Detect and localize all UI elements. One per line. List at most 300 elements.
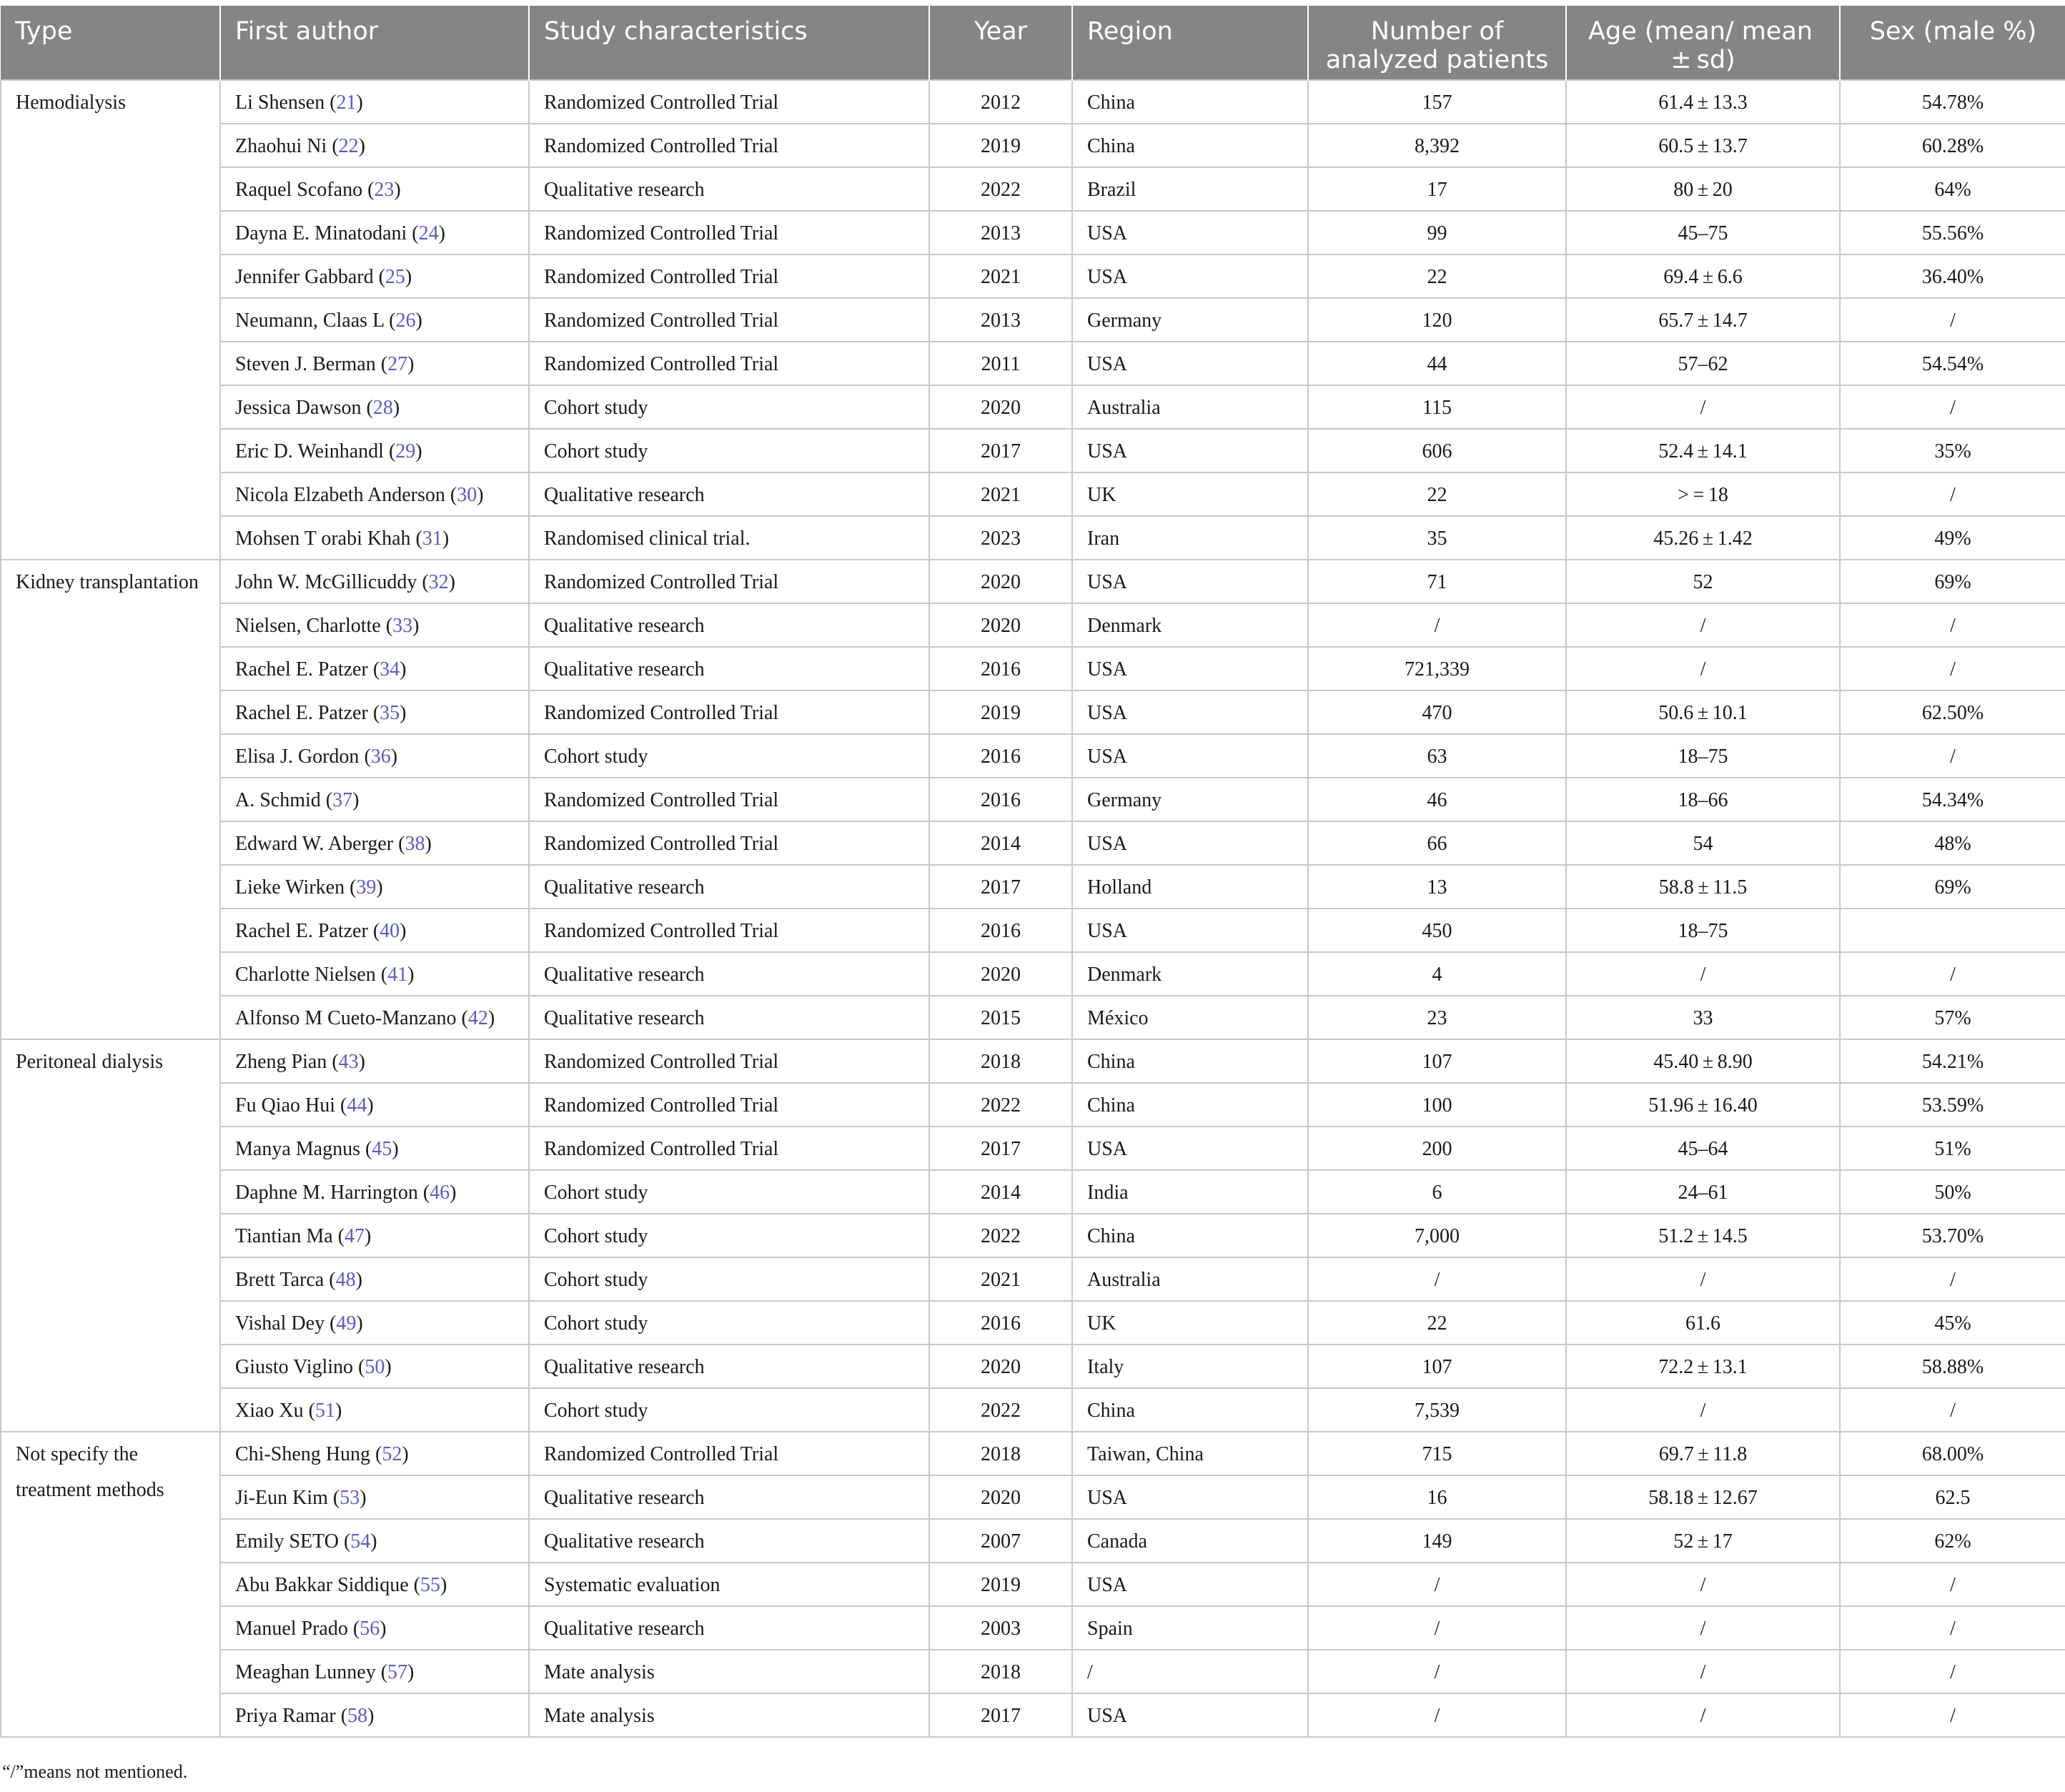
author-name: Jessica Dawson	[235, 397, 362, 419]
reference-link[interactable]: 30	[457, 484, 477, 506]
table-row	[1, 821, 2065, 865]
patients-cell: /	[1308, 1650, 1566, 1693]
author-name: Vishal Dey	[235, 1312, 325, 1335]
age-cell: 58.8 ± 11.5	[1566, 865, 1840, 909]
table-row	[1, 516, 2065, 560]
author-name: Li Shensen	[235, 91, 325, 114]
reference-link[interactable]: 21	[336, 91, 357, 114]
first-author-cell: Neumann, Claas L (26)	[220, 298, 529, 342]
age-cell: 60.5 ± 13.7	[1566, 124, 1840, 167]
sex-cell: /	[1840, 1693, 2065, 1737]
sex-cell: /	[1840, 1650, 2065, 1693]
author-name: Priya Ramar	[235, 1705, 336, 1727]
table-row	[1, 472, 2065, 516]
age-cell: /	[1566, 1650, 1840, 1693]
patients-cell: 470	[1308, 690, 1566, 734]
year-cell: 2020	[929, 603, 1072, 647]
region-cell: China	[1072, 1214, 1308, 1257]
reference-link[interactable]: 35	[380, 702, 400, 724]
patients-cell: 22	[1308, 254, 1566, 298]
first-author-cell: Lieke Wirken (39)	[220, 865, 529, 909]
author-name: Raquel Scofano	[235, 179, 363, 201]
reference-link[interactable]: 25	[385, 266, 405, 288]
reference-link[interactable]: 22	[338, 135, 359, 157]
first-author-cell: Raquel Scofano (23)	[220, 167, 529, 211]
region-cell: USA	[1072, 821, 1308, 865]
table-row	[1, 952, 2065, 996]
age-cell: 51.2 ± 14.5	[1566, 1214, 1840, 1257]
author-name: Zheng Pian	[235, 1051, 327, 1073]
first-author-cell: Priya Ramar (58)	[220, 1693, 529, 1737]
region-cell: China	[1072, 1083, 1308, 1127]
author-name: Manuel Prado	[235, 1618, 348, 1640]
first-author-cell: Jessica Dawson (28)	[220, 385, 529, 429]
region-cell: USA	[1072, 690, 1308, 734]
author-name: Xiao Xu	[235, 1400, 304, 1422]
first-author-cell: Tiantian Ma (47)	[220, 1214, 529, 1257]
sex-cell: 45%	[1840, 1301, 2065, 1345]
study-characteristics-cell: Randomized Controlled Trial	[529, 560, 929, 603]
sex-cell: 62.50%	[1840, 690, 2065, 734]
table-row	[1, 1083, 2065, 1127]
reference-link[interactable]: 36	[370, 746, 391, 768]
author-name: Nielsen, Charlotte	[235, 615, 381, 637]
reference-link[interactable]: 46	[430, 1182, 450, 1204]
patients-cell: 17	[1308, 167, 1566, 211]
patients-cell: 606	[1308, 429, 1566, 472]
sex-cell: /	[1840, 734, 2065, 778]
reference-link[interactable]: 44	[347, 1094, 367, 1117]
first-author-cell: Daphne M. Harrington (46)	[220, 1170, 529, 1214]
patients-cell: 63	[1308, 734, 1566, 778]
sex-cell: /	[1840, 472, 2065, 516]
author-name: Eric D. Weinhandl	[235, 440, 384, 462]
author-name: Abu Bakkar Siddique	[235, 1574, 409, 1596]
year-cell: 2020	[929, 1345, 1072, 1388]
table-row	[1, 1170, 2065, 1214]
patients-cell: /	[1308, 1563, 1566, 1606]
sex-cell: 55.56%	[1840, 211, 2065, 254]
age-cell: /	[1566, 385, 1840, 429]
author-name: Rachel E. Patzer	[235, 920, 368, 942]
year-cell: 2018	[929, 1039, 1072, 1083]
sex-cell: 49%	[1840, 516, 2065, 560]
study-characteristics-cell: Randomised clinical trial.	[529, 516, 929, 560]
region-cell: Spain	[1072, 1606, 1308, 1650]
patients-cell: 107	[1308, 1039, 1566, 1083]
first-author-cell: Manya Magnus (45)	[220, 1127, 529, 1170]
age-cell: /	[1566, 1257, 1840, 1301]
region-cell: Germany	[1072, 298, 1308, 342]
author-name: Edward W. Aberger	[235, 833, 394, 855]
first-author-cell: John W. McGillicuddy (32)	[220, 560, 529, 603]
table-row	[1, 1606, 2065, 1650]
region-cell: USA	[1072, 647, 1308, 690]
first-author-cell: Alfonso M Cueto-Manzano (42)	[220, 996, 529, 1039]
study-characteristics-cell: Systematic evaluation	[529, 1563, 929, 1606]
age-cell: /	[1566, 647, 1840, 690]
age-cell: 58.18 ± 12.67	[1566, 1475, 1840, 1519]
region-cell: USA	[1072, 429, 1308, 472]
row-group-type: Peritoneal dialysis	[1, 1039, 220, 1432]
sex-cell: /	[1840, 298, 2065, 342]
year-cell: 2022	[929, 1214, 1072, 1257]
age-cell: /	[1566, 1693, 1840, 1737]
first-author-cell: Fu Qiao Hui (44)	[220, 1083, 529, 1127]
study-characteristics-cell: Qualitative research	[529, 1519, 929, 1563]
patients-cell: 7,539	[1308, 1388, 1566, 1432]
reference-link[interactable]: 53	[340, 1487, 360, 1509]
header-sex: Sex (male %)	[1840, 6, 2065, 80]
author-name: Alfonso M Cueto-Manzano	[235, 1007, 457, 1029]
reference-link[interactable]: 33	[392, 615, 413, 637]
region-cell: USA	[1072, 560, 1308, 603]
row-group-type: Kidney transplantation	[1, 560, 220, 1039]
first-author-cell: Elisa J. Gordon (36)	[220, 734, 529, 778]
table-row	[1, 1127, 2065, 1170]
sex-cell: 53.70%	[1840, 1214, 2065, 1257]
age-cell: > = 18	[1566, 472, 1840, 516]
patients-cell: 46	[1308, 778, 1566, 821]
age-cell: 69.7 ± 11.8	[1566, 1432, 1840, 1475]
region-cell: USA	[1072, 909, 1308, 952]
reference-link[interactable]: 54	[350, 1530, 371, 1553]
patients-cell: 35	[1308, 516, 1566, 560]
patients-cell: 22	[1308, 472, 1566, 516]
region-cell: Australia	[1072, 1257, 1308, 1301]
reference-link[interactable]: 47	[344, 1225, 365, 1247]
age-cell: /	[1566, 1606, 1840, 1650]
study-characteristics-cell: Randomized Controlled Trial	[529, 211, 929, 254]
year-cell: 2014	[929, 821, 1072, 865]
header-type: Type	[1, 6, 220, 80]
study-characteristics-cell: Randomized Controlled Trial	[529, 298, 929, 342]
sex-cell	[1840, 909, 2065, 952]
reference-link[interactable]: 49	[336, 1312, 357, 1335]
table-row	[1, 1257, 2065, 1301]
sex-cell: 50%	[1840, 1170, 2065, 1214]
table-row	[1, 1039, 2065, 1083]
row-group-type: Not specify the treatment methods	[1, 1432, 220, 1737]
year-cell: 2020	[929, 560, 1072, 603]
age-cell: 72.2 ± 13.1	[1566, 1345, 1840, 1388]
reference-link[interactable]: 51	[315, 1400, 335, 1422]
year-cell: 2007	[929, 1519, 1072, 1563]
year-cell: 2023	[929, 516, 1072, 560]
first-author-cell: Nielsen, Charlotte (33)	[220, 603, 529, 647]
sex-cell: 36.40%	[1840, 254, 2065, 298]
sex-cell: /	[1840, 1563, 2065, 1606]
study-characteristics-cell: Mate analysis	[529, 1693, 929, 1737]
table-row	[1, 1214, 2065, 1257]
table-row	[1, 124, 2065, 167]
reference-link[interactable]: 37	[332, 789, 353, 811]
first-author-cell: Vishal Dey (49)	[220, 1301, 529, 1345]
table-row	[1, 865, 2065, 909]
first-author-cell: Giusto Viglino (50)	[220, 1345, 529, 1388]
age-cell: 52 ± 17	[1566, 1519, 1840, 1563]
author-name: Emily SETO	[235, 1530, 339, 1553]
age-cell: 18–75	[1566, 734, 1840, 778]
reference-link[interactable]: 58	[347, 1705, 368, 1727]
year-cell: 2013	[929, 298, 1072, 342]
patients-cell: 44	[1308, 342, 1566, 385]
region-cell: India	[1072, 1170, 1308, 1214]
table-row	[1, 560, 2065, 603]
reference-link[interactable]: 56	[360, 1618, 380, 1640]
study-characteristics-cell: Cohort study	[529, 429, 929, 472]
region-cell: USA	[1072, 342, 1308, 385]
study-characteristics-cell: Randomized Controlled Trial	[529, 254, 929, 298]
first-author-cell: Charlotte Nielsen (41)	[220, 952, 529, 996]
age-cell: 18–75	[1566, 909, 1840, 952]
year-cell: 2016	[929, 647, 1072, 690]
study-characteristics-cell: Qualitative research	[529, 1475, 929, 1519]
reference-link[interactable]: 57	[387, 1661, 408, 1683]
sex-cell: 62.5	[1840, 1475, 2065, 1519]
patients-cell: /	[1308, 1693, 1566, 1737]
age-cell: 80 ± 20	[1566, 167, 1840, 211]
age-cell: 51.96 ± 16.40	[1566, 1083, 1840, 1127]
sex-cell: 54.34%	[1840, 778, 2065, 821]
patients-cell: 99	[1308, 211, 1566, 254]
first-author-cell: Chi-Sheng Hung (52)	[220, 1432, 529, 1475]
sex-cell: 54.78%	[1840, 80, 2065, 124]
reference-link[interactable]: 40	[380, 920, 400, 942]
reference-link[interactable]: 28	[372, 397, 393, 419]
table-row	[1, 298, 2065, 342]
first-author-cell: Brett Tarca (48)	[220, 1257, 529, 1301]
study-characteristics-cell: Randomized Controlled Trial	[529, 909, 929, 952]
sex-cell: /	[1840, 603, 2065, 647]
table-row	[1, 690, 2065, 734]
author-name: Brett Tarca	[235, 1269, 325, 1291]
table-row	[1, 167, 2065, 211]
table-row	[1, 1563, 2065, 1606]
year-cell: 2011	[929, 342, 1072, 385]
study-characteristics-cell: Randomized Controlled Trial	[529, 1083, 929, 1127]
study-characteristics-cell: Qualitative research	[529, 603, 929, 647]
patients-cell: 100	[1308, 1083, 1566, 1127]
table-row	[1, 996, 2065, 1039]
age-cell: 61.6	[1566, 1301, 1840, 1345]
reference-link[interactable]: 48	[335, 1269, 356, 1291]
age-cell: 45–75	[1566, 211, 1840, 254]
first-author-cell: Manuel Prado (56)	[220, 1606, 529, 1650]
year-cell: 2014	[929, 1170, 1072, 1214]
study-characteristics-cell: Randomized Controlled Trial	[529, 124, 929, 167]
header-number-of-patients: Number of analyzed patients	[1308, 6, 1566, 80]
study-characteristics-cell: Cohort study	[529, 1214, 929, 1257]
header-first-author: First author	[220, 6, 529, 80]
author-name: Fu Qiao Hui	[235, 1094, 335, 1117]
reference-link[interactable]: 50	[365, 1356, 385, 1378]
year-cell: 2019	[929, 124, 1072, 167]
reference-link[interactable]: 52	[382, 1443, 402, 1465]
study-characteristics-cell: Qualitative research	[529, 952, 929, 996]
sex-cell: 51%	[1840, 1127, 2065, 1170]
reference-link[interactable]: 29	[395, 440, 416, 462]
sex-cell: 54.54%	[1840, 342, 2065, 385]
table-row	[1, 385, 2065, 429]
region-cell: UK	[1072, 1301, 1308, 1345]
reference-link[interactable]: 55	[420, 1574, 440, 1596]
reference-link[interactable]: 42	[467, 1007, 488, 1029]
table-row	[1, 1388, 2065, 1432]
year-cell: 2022	[929, 1083, 1072, 1127]
region-cell: USA	[1072, 1127, 1308, 1170]
first-author-cell: Xiao Xu (51)	[220, 1388, 529, 1432]
study-characteristics-cell: Randomized Controlled Trial	[529, 690, 929, 734]
reference-link[interactable]: 26	[395, 310, 416, 332]
patients-cell: 450	[1308, 909, 1566, 952]
year-cell: 2015	[929, 996, 1072, 1039]
author-name: A. Schmid	[235, 789, 321, 811]
table-row	[1, 211, 2065, 254]
year-cell: 2013	[929, 211, 1072, 254]
age-cell: 57–62	[1566, 342, 1840, 385]
year-cell: 2017	[929, 1127, 1072, 1170]
header-age: Age (mean/ mean ± sd)	[1566, 6, 1840, 80]
first-author-cell: Ji-Eun Kim (53)	[220, 1475, 529, 1519]
sex-cell: 69%	[1840, 560, 2065, 603]
table-row	[1, 734, 2065, 778]
table-row	[1, 909, 2065, 952]
study-characteristics-cell: Randomized Controlled Trial	[529, 821, 929, 865]
table-row	[1, 1432, 2065, 1475]
patients-cell: 7,000	[1308, 1214, 1566, 1257]
year-cell: 2016	[929, 1301, 1072, 1345]
sex-cell: 62%	[1840, 1519, 2065, 1563]
age-cell: 45–64	[1566, 1127, 1840, 1170]
region-cell: Holland	[1072, 865, 1308, 909]
author-name: Manya Magnus	[235, 1138, 360, 1160]
age-cell: 69.4 ± 6.6	[1566, 254, 1840, 298]
table-row	[1, 80, 2065, 124]
year-cell: 2020	[929, 1475, 1072, 1519]
year-cell: 2020	[929, 952, 1072, 996]
first-author-cell: Nicola Elzabeth Anderson (30)	[220, 472, 529, 516]
first-author-cell: Eric D. Weinhandl (29)	[220, 429, 529, 472]
reference-link[interactable]: 32	[428, 571, 449, 593]
patients-cell: 23	[1308, 996, 1566, 1039]
reference-link[interactable]: 41	[387, 964, 408, 986]
table-footnote: “/”means not mentioned.	[2, 1761, 188, 1782]
region-cell: China	[1072, 80, 1308, 124]
reference-link[interactable]: 45	[372, 1138, 392, 1160]
author-name: Rachel E. Patzer	[235, 702, 368, 724]
year-cell: 2021	[929, 472, 1072, 516]
reference-link[interactable]: 27	[387, 353, 408, 375]
study-characteristics-cell: Cohort study	[529, 1257, 929, 1301]
region-cell: USA	[1072, 211, 1308, 254]
region-cell: Italy	[1072, 1345, 1308, 1388]
region-cell: México	[1072, 996, 1308, 1039]
author-name: Rachel E. Patzer	[235, 658, 368, 680]
patients-cell: 6	[1308, 1170, 1566, 1214]
reference-link[interactable]: 43	[338, 1051, 359, 1073]
author-name: Meaghan Lunney	[235, 1661, 376, 1683]
study-characteristics-cell: Randomized Controlled Trial	[529, 80, 929, 124]
study-characteristics-cell: Cohort study	[529, 1388, 929, 1432]
author-name: Dayna E. Minatodani	[235, 222, 407, 244]
region-cell: Canada	[1072, 1519, 1308, 1563]
header-year: Year	[929, 6, 1072, 80]
patients-cell: /	[1308, 1606, 1566, 1650]
age-cell: 50.6 ± 10.1	[1566, 690, 1840, 734]
study-characteristics-cell: Qualitative research	[529, 1606, 929, 1650]
year-cell: 2021	[929, 1257, 1072, 1301]
region-cell: Taiwan, China	[1072, 1432, 1308, 1475]
study-characteristics-cell: Randomized Controlled Trial	[529, 1432, 929, 1475]
first-author-cell: Abu Bakkar Siddique (55)	[220, 1563, 529, 1606]
author-name: Daphne M. Harrington	[235, 1182, 418, 1204]
table-row	[1, 429, 2065, 472]
age-cell: /	[1566, 1388, 1840, 1432]
year-cell: 2019	[929, 690, 1072, 734]
patients-cell: 71	[1308, 560, 1566, 603]
sex-cell: /	[1840, 1606, 2065, 1650]
sex-cell: 53.59%	[1840, 1083, 2065, 1127]
reference-link[interactable]: 24	[418, 222, 439, 244]
sex-cell: 54.21%	[1840, 1039, 2065, 1083]
age-cell: /	[1566, 952, 1840, 996]
row-group-type: Hemodialysis	[1, 80, 220, 560]
patients-cell: 16	[1308, 1475, 1566, 1519]
header-region: Region	[1072, 6, 1308, 80]
patients-cell: 200	[1308, 1127, 1566, 1170]
region-cell: /	[1072, 1650, 1308, 1693]
first-author-cell: Zhaohui Ni (22)	[220, 124, 529, 167]
study-characteristics-cell: Cohort study	[529, 385, 929, 429]
region-cell: Brazil	[1072, 167, 1308, 211]
table-row	[1, 1301, 2065, 1345]
study-characteristics-cell: Randomized Controlled Trial	[529, 342, 929, 385]
reference-link[interactable]: 34	[380, 658, 400, 680]
study-characteristics-table	[0, 6, 2065, 1738]
region-cell: China	[1072, 124, 1308, 167]
reference-link[interactable]: 39	[356, 876, 377, 899]
age-cell: 18–66	[1566, 778, 1840, 821]
study-characteristics-cell: Cohort study	[529, 1301, 929, 1345]
author-name: Giusto Viglino	[235, 1356, 354, 1378]
age-cell: 65.7 ± 14.7	[1566, 298, 1840, 342]
header-row	[1, 6, 2065, 80]
author-name: Elisa J. Gordon	[235, 746, 360, 768]
study-characteristics-cell: Qualitative research	[529, 472, 929, 516]
first-author-cell: Rachel E. Patzer (34)	[220, 647, 529, 690]
reference-link[interactable]: 38	[405, 833, 425, 855]
author-name: Jennifer Gabbard	[235, 266, 374, 288]
year-cell: 2003	[929, 1606, 1072, 1650]
sex-cell: 58.88%	[1840, 1345, 2065, 1388]
reference-link[interactable]: 31	[422, 528, 442, 550]
age-cell: /	[1566, 1563, 1840, 1606]
study-characteristics-cell: Randomized Controlled Trial	[529, 1127, 929, 1170]
region-cell: USA	[1072, 254, 1308, 298]
table-row	[1, 1650, 2065, 1693]
table-body	[1, 80, 2065, 1737]
first-author-cell: A. Schmid (37)	[220, 778, 529, 821]
patients-cell: 107	[1308, 1345, 1566, 1388]
sex-cell: 48%	[1840, 821, 2065, 865]
reference-link[interactable]: 23	[374, 179, 395, 201]
study-characteristics-cell: Randomized Controlled Trial	[529, 778, 929, 821]
table-row	[1, 647, 2065, 690]
table-row	[1, 1475, 2065, 1519]
author-name: Mohsen T orabi Khah	[235, 528, 411, 550]
year-cell: 2017	[929, 1693, 1072, 1737]
